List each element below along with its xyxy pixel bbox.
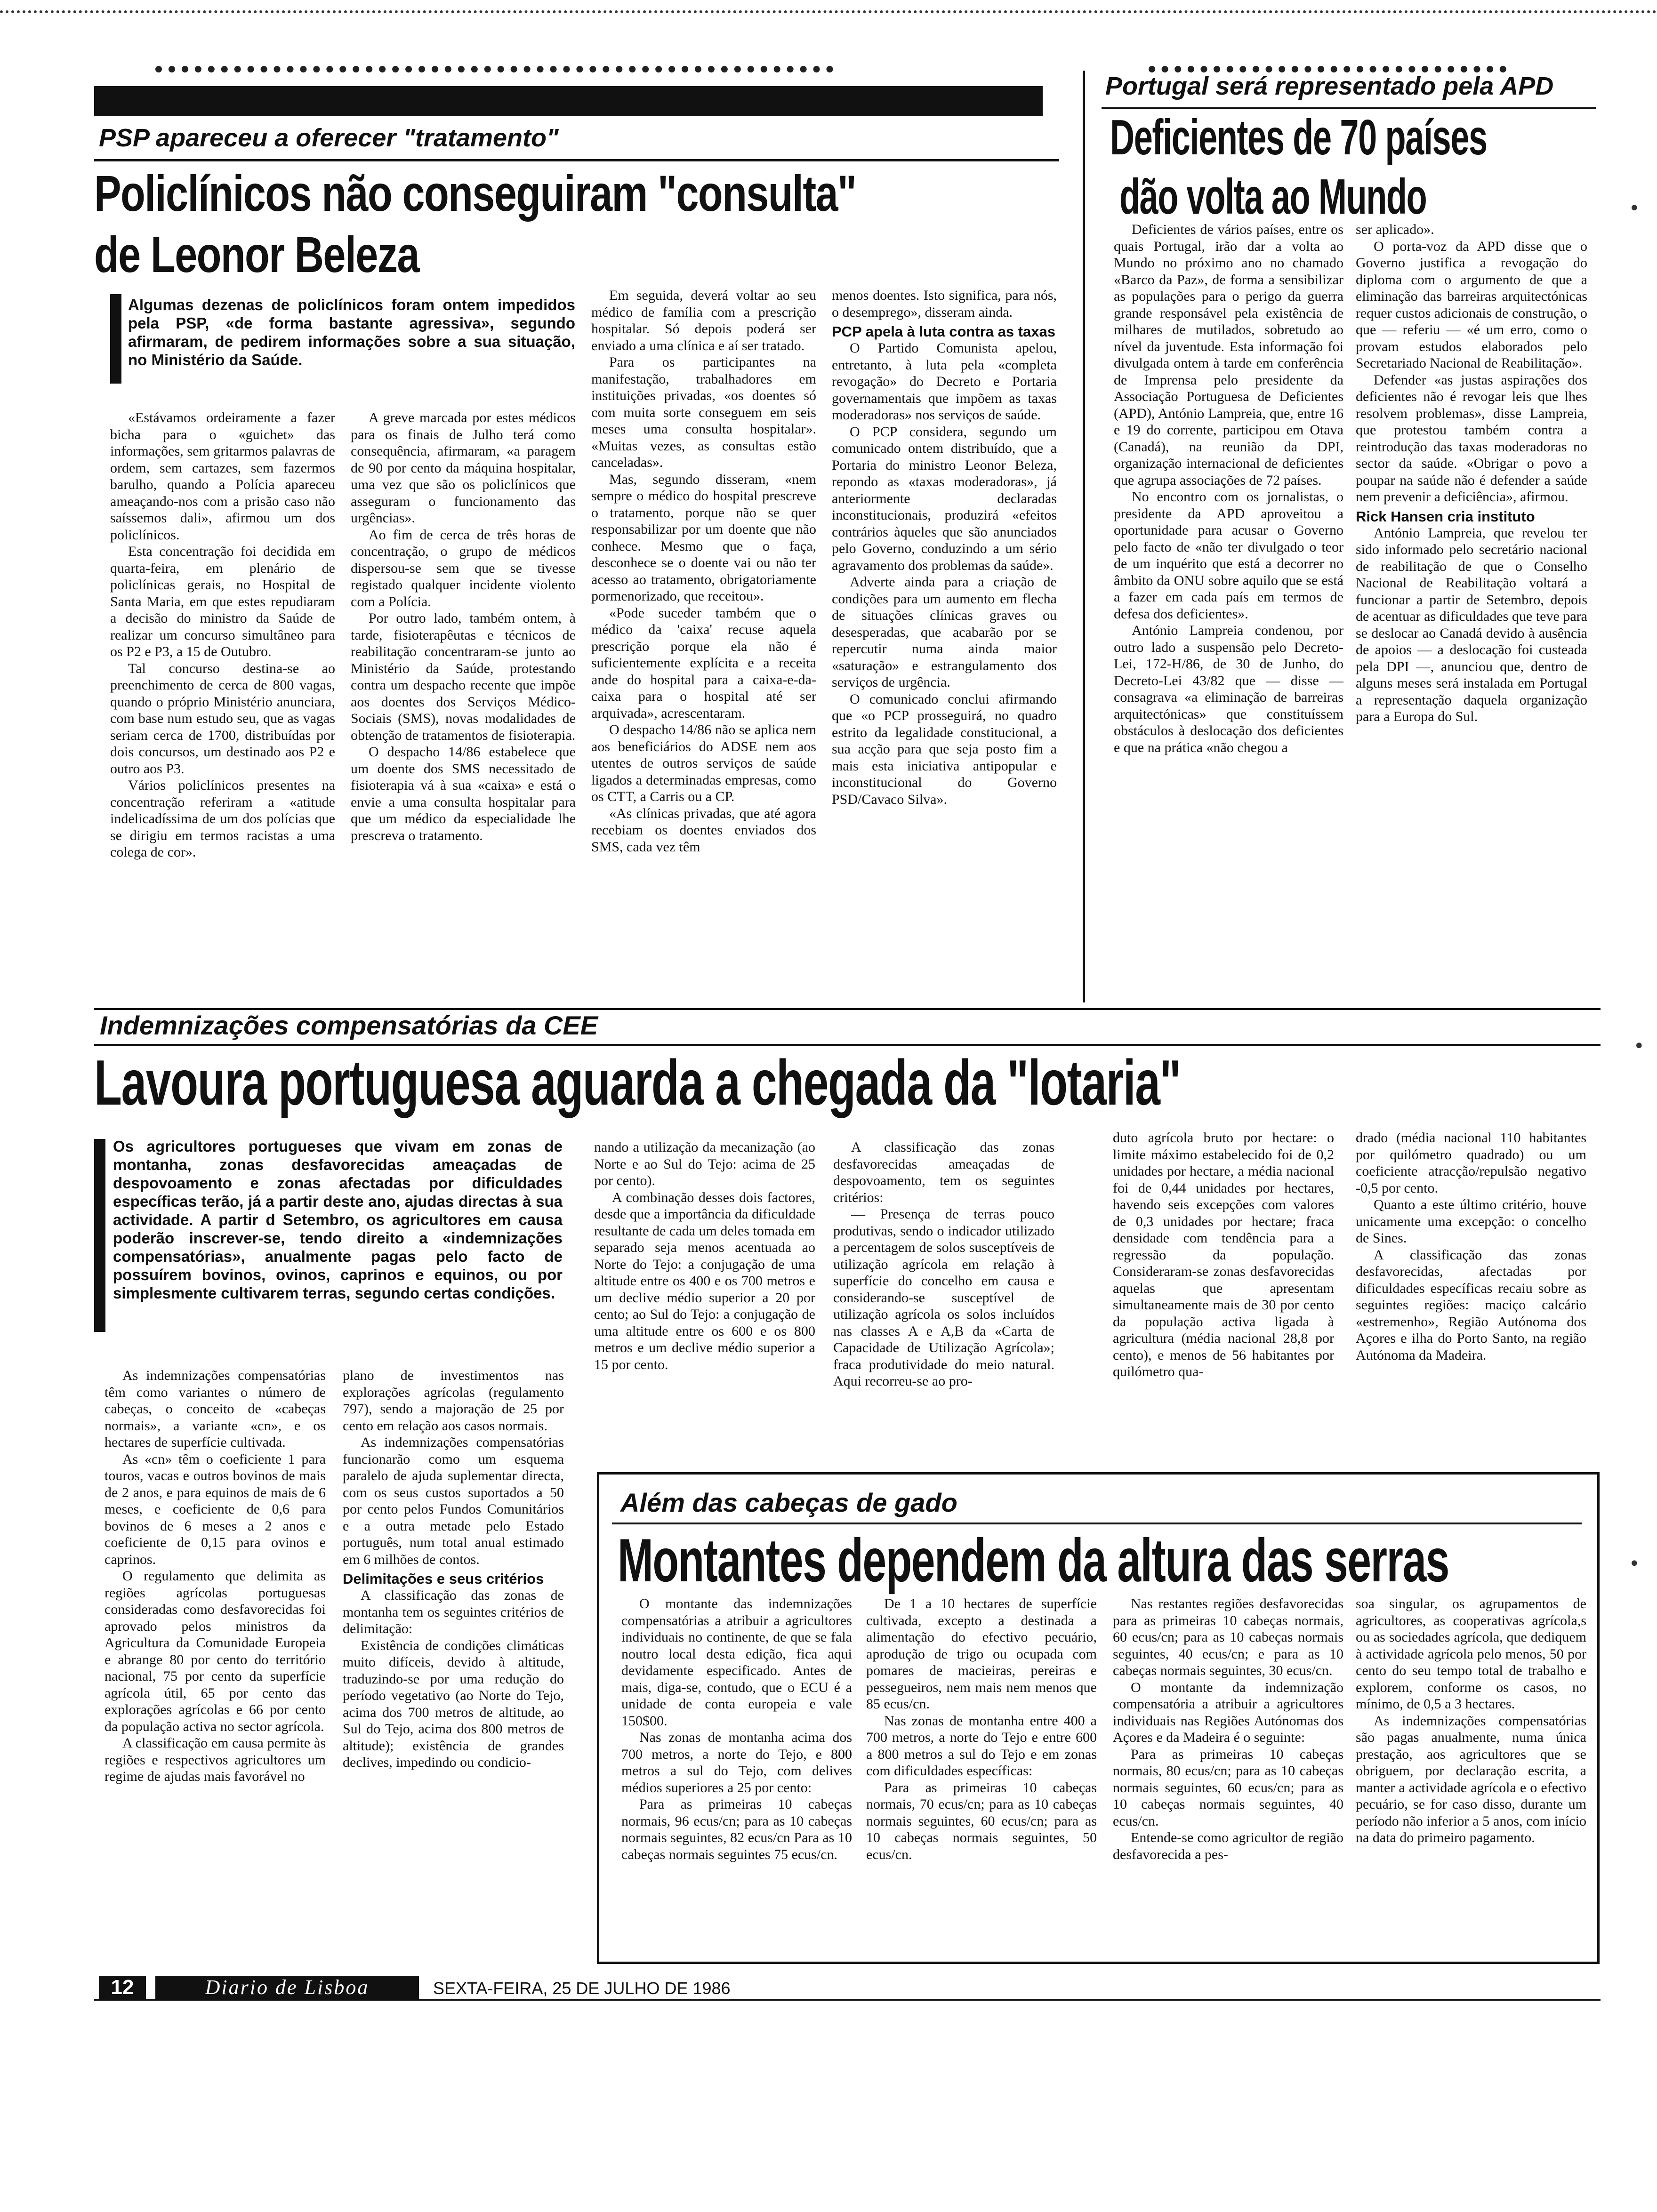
paragraph: As indemnizações compensatórias funcionarão como um esquema paralelo de ajuda suplementar directa, com os seus custos suportados a 50 por cento pelos Fundos Comunitários e a outra metade pelo Estado português, num total anual estimado em 6 milhões de contos. — [343, 1435, 564, 1567]
paragraph: «As clínicas privadas, que até agora recebiam os doentes enviados dos SMS, cada vez têm — [591, 805, 816, 855]
headline-policlinicos-line1: Policlínicos não conseguiram "consulta" — [94, 165, 856, 222]
paragraph: O despacho 14/86 não se aplica nem aos beneficiários do ADSE nem aos utentes de outros serviços de saúde ligados a determinadas empresas, como os CTT, a Carris ou a CP. — [591, 722, 816, 804]
kicker-serras-rule — [612, 1523, 1582, 1524]
paragraph: A classificação em causa permite às regiões e respectivos agricultores um regime de ajudas mais favorável no — [105, 1735, 326, 1784]
paragraph: Mas, segundo disseram, «nem sempre o médico do hospital prescreve o tratamento, porque não se quer responsabilizar por um doente que não conhece. Mesmo que o faça, desconhece se o doente vai ou não ter acesso ao tratamento, obrigatoriamente pormenorizado, que receitou». — [591, 471, 816, 604]
headline-serras: Montantes dependem da altura das serras — [618, 1526, 1449, 1595]
scan-edge-dots — [0, 10, 1657, 13]
paragraph: O porta-voz da APD disse que o Governo justifica a revogação do diploma com o argumento de que a eliminação das barreiras arquitectónicas requer custos adicionais de construção, o que — referiu — «é um erro, como o provam estudos elaborados pelo Secretariado Nacional de Reabilitação». — [1356, 238, 1587, 371]
paragraph: O montante das indemnizações compensatórias a atribuir a agricultores individuais no continente, de que se fala noutro local desta edição, fica aqui devidamente especificado. Antes de mais, diga-se, contudo, que o ECU é a unidade de conta europeia e vale 150$00. — [621, 1596, 852, 1729]
paragraph: O despacho 14/86 estabelece que um doente dos SMS necessitado de fisioterapia vá à sua «caixa» e está o envie a uma consulta hospitalar para que um médico da especialidade lhe prescreva o tratamento. — [351, 744, 576, 843]
column-serras-4 — [1356, 1595, 1586, 1953]
column-lavoura-2 — [343, 1367, 564, 1965]
lead-lavoura: Os agricultores portugueses que vivam em zonas de montanha, zonas desfavorecidas ameaçadas de despovoamento e zonas afectadas por dificuldades específicas terão, já a partir deste ano, ajudas directas à sua actividade. A partir d Setembro, os agricultores em causa poderão inscrever-se, tendo direito a «indemnizações compensatórias», anualmente pagas pelo facto de possuírem bovinos, ovinos, caprinos e equinos, ou por simplesmente cultivarem terras, segundo certas condições. — [113, 1138, 563, 1302]
paragraph: Entende-se como agricultor de região desfavorecida a pes- — [1113, 1830, 1343, 1862]
kicker-cee: Indemnizações compensatórias da CEE — [100, 1010, 598, 1040]
paragraph: Ao fim de cerca de três horas de concentração, o grupo de médicos dispersou-se sem que se tivesse registado qualquer incidente violento com a Polícia. — [351, 527, 576, 609]
paragraph: «Pode suceder também que o médico da 'caixa' recuse aquela prescrição porque ela não é suficientemente explícita e a receita ande do hospital para a caixa-e-da-caixa para o hospital até ser arquivada», acrescentaram. — [591, 605, 816, 721]
ruler-marks-left — [155, 66, 833, 72]
issue-date: SEXTA-FEIRA, 25 DE JULHO DE 1986 — [433, 1979, 731, 1998]
paragraph: As indemnizações compensatórias são pagas anualmente, numa única prestação, aos agricultores que se obriguem, por declaração escrita, a manter a actividade agrícola e o efectivo pecuário, se for caso disso, durante um período não inferior a 5 anos, com início na data do primeiro pagamento. — [1356, 1713, 1586, 1845]
paragraph: plano de investimentos nas explorações agrícolas (regulamento 797), sendo a majoração de 25 por cento em relação aos casos normais. — [343, 1368, 564, 1434]
column-lavoura-1 — [105, 1367, 326, 1965]
column-policlinicos-2 — [351, 409, 576, 981]
lead-marker-bar-lavoura — [94, 1139, 105, 1332]
paragraph: Esta concentração foi decidida em quarta-feira, em plenário de policlínicas gerais, no Hospital de Santa Maria, em que estes repudiaram a decisão do ministro da Saúde de realizar um concurso simultâneo para os P2 e P3, a 15 de Outubro. — [110, 544, 335, 659]
paragraph: Para os participantes na manifestação, trabalhadores em instituições privadas, «os doentes só com muita sorte conseguem em seis meses uma consulta hospitalar». «Muitas vezes, as consultas estão canceladas». — [591, 354, 816, 470]
paragraph: Por outro lado, também ontem, à tarde, fisioterapêutas e técnicos de reabilitação concentraram-se junto ao Ministério da Saúde, protestando contra um despacho recente que impõe aos doentes dos Serviços Médico-Sociais (SMS), novas modalidades de obtenção de tratamentos de fisioterapia. — [351, 610, 576, 743]
paragraph: Nas zonas de montanha entre 400 a 700 metros, a norte do Tejo e entre 600 a 800 metros a sul do Tejo e em zonas com dificuldades específicas: — [866, 1713, 1097, 1779]
lead-marker-bar — [110, 294, 121, 384]
subhead-rick-hansen: Rick Hansen cria instituto — [1356, 508, 1535, 525]
kicker-rule — [94, 159, 1059, 161]
column-policlinicos-4 — [832, 287, 1057, 983]
paragraph: O comunicado conclui afirmando que «o PCP prosseguirá, no quadro estrito da legalidade constitucional, a sua acção para que seja posto fim a mais esta iniciativa antipopular e inconstitucional do Governo PSD/Cavaco Silva». — [832, 691, 1057, 807]
paragraph: Quanto a este último critério, houve unicamente uma excepção: o concelho de Sines. — [1356, 1197, 1586, 1246]
paragraph: O regulamento que delimita as regiões agrícolas portuguesas consideradas como desfavorecidas foi aprovado pelos ministros da Agricultura da Comunidade Europeia e abrange 80 por cento do território nacional, 75 por cento da superfície agrícola útil, 65 por cento das explorações agrícolas e 66 por cento da população activa no sector agrícola. — [105, 1568, 326, 1734]
kicker-serras: Além das cabeças de gado — [620, 1488, 957, 1517]
paragraph: As «cn» têm o coeficiente 1 para touros, vacas e outros bovinos de mais de 2 anos, e para equinos de mais de 6 meses, e coeficiente de 0,6 para bovinos de 6 meses a 2 anos e coeficiente de 0,15 para ovinos e caprinos. — [105, 1451, 326, 1567]
paragraph: duto agrícola bruto por hectare: o limite máximo estabelecido foi de 0,2 unidades por hectare, a média nacional foi de 0,44 unidades por hectares, havendo seis excepções com valores de 0,3 unidades por hectare; fraca densidade com tendência para a regressão da população. Consideraram-se zonas desfavorecidas aquelas que apresentam simultaneamente mais de 30 por cento da população activa ligada à agricultura (média nacional 28,8 por cento), e menos de 56 habitantes por quilómetro qua- — [1113, 1130, 1334, 1379]
column-apd-1 — [1114, 221, 1343, 1002]
headline-deficientes-line1: Deficientes de 70 países — [1110, 110, 1487, 165]
paragraph: Para as primeiras 10 cabeças normais, 80 ecus/cn; para as 10 cabeças normais seguintes, 60 ecus/cn; para as 10 cabeças normais seguintes, 40 ecus/cn. — [1113, 1746, 1343, 1829]
masthead-logo: Diario de Lisboa — [155, 1976, 419, 1999]
paragraph: O PCP considera, segundo um comunicado ontem distribuído, que a Portaria do ministro Leonor Beleza, repondo as «taxas moderadoras», já anteriormente declaradas inconstitucionais, produzirá «efeitos contrários àqueles que são anunciados pelo Governo, conduzindo a um sério agravamento dos problemas da saúde». — [832, 424, 1057, 573]
black-banner-bar — [94, 86, 1043, 116]
headline-deficientes-line2: dão volta ao Mundo — [1119, 169, 1427, 224]
subhead-pcp: PCP apela à luta contra as taxas — [832, 323, 1055, 340]
kicker-apd: Portugal será representado pela APD — [1105, 72, 1554, 100]
paragraph: Deficientes de vários países, entre os quais Portugal, irão dar a volta ao Mundo no próximo ano no chamado «Barco da Paz», de forma a sensibilizar as populações para o perigo da guerra grande responsável pela existência de milhares de mutilados, sobretudo ao nível da juventude. Esta informação foi divulgada ontem à tarde em conferência de Imprensa pelo presidente da Associação Portuguesa de Deficientes (APD), António Lampreia, que, entre 16 e 19 do corrente, participou em Otava (Canadá), na reunião da DPI, organização internacional de deficientes que agrupa associações de 72 países. — [1114, 222, 1343, 488]
footer-rule — [94, 1999, 1601, 2001]
subhead-delimitacoes: Delimitações e seus critérios — [343, 1571, 544, 1587]
headline-policlinicos-line2: de Leonor Beleza — [94, 226, 419, 283]
paragraph: A greve marcada por estes médicos para os finais de Julho terá como consequência, afirmaram, «a paragem de 90 por cento da máquina hospitalar, uma vez que são os policlínicos que asseguram o funcionamento das urgências». — [351, 410, 576, 526]
paragraph: Adverte ainda para a criação de condições para um aumento em flecha de situações clínicas graves ou desesperadas, que acabarão por se repercutir numa ainda maior «saturação» e estrangulamento dos serviços de urgência. — [832, 574, 1057, 690]
paragraph: A classificação das zonas desfavorecidas, afectadas por dificuldades específicas recaiu sobre as seguintes regiões: maciço calcário «estremenho», Região Autónoma dos Açores e ilha do Porto Santo, na região Autónoma da Madeira. — [1356, 1247, 1586, 1363]
paragraph: Nas restantes regiões desfavorecidas para as primeiras 10 cabeças normais, 60 ecus/cn; para as 10 cabeças normais seguintes, 40 ecus/cn; e para as 10 cabeças normais seguintes, 30 ecus/cn. — [1113, 1596, 1343, 1678]
paragraph: ser aplicado». — [1356, 222, 1434, 237]
paragraph: — Presença de terras pouco produtivas, sendo o indicador utilizado a percentagem de solos susceptíveis de utilização agrícola em relação à superfície do concelho em causa e considerando-se susceptível de utilização agrícola os solos incluídos nas classes A e A,B da «Carta de Capacidade de Utilização Agrícola»; fraca produtividade do meio natural. Aqui recorreu-se ao pro- — [833, 1206, 1054, 1389]
paragraph: O montante da indemnização compensatória a atribuir a agricultores individuais nas Regiões Autónomas dos Açores e da Madeira é o seguinte: — [1113, 1679, 1343, 1745]
paragraph: Defender «as justas aspirações dos deficientes não é revogar leis que lhes resolvem problemas», disse Lampreia, que protestou também contra a reintrodução das taxas moderadoras no sector da saúde. «Obrigar o povo a poupar na saúde não é defender a saúde nem prevenir a deficiência», afirmou. — [1356, 372, 1587, 505]
paragraph: No encontro com os jornalistas, o presidente da APD aproveitou a oportunidade para acusar o Governo pelo facto de «não ter divulgado o teor de um inquérito que está a decorrer no âmbito da ONU sobre aquilo que se está a fazer em cada país em termos de defesa dos deficientes». — [1114, 489, 1343, 622]
paragraph: Tal concurso destina-se ao preenchimento de cerca de 800 vagas, quando o próprio Ministério anunciara, com base num estudo seu, que as vagas seriam cerca de 1700, distribuídas por dois concursos, um destinado aos P2 e outro aos P3. — [110, 660, 335, 777]
paragraph: soa singular, os agrupamentos de agricultores, as cooperativas agrícola,s ou as sociedades agrícola, que dediquem à actividade agrícola pelo menos, 50 por cento do seu tempo total de trabalho e explorem, conforme os casos, no mínimo, de 0,5 a 3 hectares. — [1356, 1596, 1586, 1712]
vertical-separator — [1083, 71, 1085, 1002]
column-policlinicos-1 — [110, 409, 335, 981]
column-serras-1 — [621, 1595, 852, 1953]
paragraph: A classificação das zonas desfavorecidas ameaçadas de despovoamento, tem os seguintes critérios: — [833, 1139, 1054, 1205]
column-lavoura-5 — [1113, 1130, 1334, 1468]
column-serras-2 — [866, 1595, 1097, 1953]
paragraph: nando a utilização da mecanização (ao Norte e ao Sul do Tejo: acima de 25 por cento). — [594, 1139, 815, 1188]
paragraph: Vários policlínicos presentes na concentração referiram a «atitude indelicadíssima de um dos polícias que se dirigiu em termos racistas a uma colega de cor». — [110, 777, 335, 860]
paragraph: Para as primeiras 10 cabeças normais, 70 ecus/cn; para as 10 cabeças normais seguintes, 60 ecus/cn; para as 10 cabeças normais seguintes, 50 ecus/cn. — [866, 1779, 1097, 1862]
column-lavoura-3 — [594, 1139, 815, 1468]
column-lavoura-4 — [833, 1139, 1054, 1468]
paragraph: A classificação das zonas de montanha tem os seguintes critérios de delimitação: — [343, 1587, 564, 1636]
paragraph: António Lampreia, que revelou ter sido informado pelo secretário nacional de reabilitação de que o Conselho Nacional de Reabilitação voltará a funcionar a partir de Setembro, depois de acentuar as dificuldades que teve para se deslocar ao Canadá devido à ausência de apoios — a deslocação foi custeada pela DPI —, anunciou que, dentro de alguns meses será instalada em Portugal a representação daquela organização para a Europa do Sul. — [1356, 525, 1587, 724]
paragraph: drado (média nacional 110 habitantes por quilómetro quadrado) ou um coeficiente atracção/repulsão negativo -0,5 por cento. — [1356, 1130, 1586, 1196]
paragraph: De 1 a 10 hectares de superfície cultivada, excepto a destinada a alimentação do efectivo pecuário, aprodução de trigo ou ocupada com pomares de macieiras, pereiras e pessegueiros, nem mais nem menos que 85 ecus/cn. — [866, 1596, 1097, 1712]
paragraph: Para as primeiras 10 cabeças normais, 96 ecus/cn; para as 10 cabeças normais seguintes, 82 ecus/cn Para as 10 cabeças normais seguintes 75 ecus/cn. — [621, 1796, 852, 1862]
paragraph: Existência de condições climáticas muito difíceis, devido à altitude, traduzindo-se por uma redução do período vegetativo (ao Norte do Tejo, acima dos 700 metros de altitude, ao Sul do Tejo, acima dos 800 metros de altitude); existência de grandes declives, impedindo ou condicio- — [343, 1637, 564, 1770]
paragraph: O Partido Comunista apelou, entretanto, à luta pela «completa revogação» do Decreto e Portaria governamentais que impõem as taxas moderadoras» nos serviços de saúde. — [832, 340, 1057, 423]
margin-mark: • — [1629, 1553, 1640, 1575]
paragraph: A combinação desses dois factores, desde que a importância da dificuldade resultante de cada um deles tomada em separado seja menos acentuada ao Norte do Tejo: a conjugação de uma altitude entre os 400 e os 700 metros e um declive médio superior a 20 por cento; ao Sul do Tejo: a conjugação de uma altitude entre os 600 e os 800 metros e um declive médio superior a 15 por cento. — [594, 1189, 815, 1372]
paragraph: menos doentes. Isto significa, para nós, o desemprego», disseram ainda. — [832, 288, 1057, 320]
paragraph: Em seguida, deverá voltar ao seu médico de família com a prescrição hospitalar. Só depois poderá ser enviado a uma clínica e aí ser tratado. — [591, 288, 816, 353]
paragraph: «Estávamos ordeiramente a fazer bicha para o «guichet» das informações, sem gritarmos palavras de ordem, sem cartazes, sem fazermos barulho, quando a Polícia apareceu ameaçando-nos com a prisão caso não saíssemos dali», afirmou um dos policlínicos. — [110, 410, 335, 543]
lead-policlinicos: Algumas dezenas de policlínicos foram ontem impedidos pela PSP, «de forma bastante agressiva», segundo afirmaram, de pedirem informações sobre a sua situação, no Ministério da Saúde. — [128, 296, 575, 369]
headline-lavoura: Lavoura portuguesa aguarda a chegada da "lotaria" — [94, 1047, 1181, 1118]
column-apd-2 — [1356, 221, 1587, 1002]
margin-mark: • — [1633, 1035, 1645, 1057]
paragraph: As indemnizações compensatórias têm como variantes o número de cabeças, o conceito de «cabeças normais», a variante «cn», e os hectares de superfície cultivada. — [105, 1368, 326, 1450]
paragraph: António Lampreia condenou, por outro lado a suspensão pelo Decreto-Lei, 172-H/86, de 30 de Junho, do Decreto-Lei 43/82 que — disse — consagrava «a eliminação de barreiras arquitectónicas» que constituíssem obstáculos à deslocação dos deficientes e que na prática «não chegou a — [1114, 623, 1343, 755]
margin-mark: • — [1629, 198, 1640, 219]
paragraph: Nas zonas de montanha acima dos 700 metros, a norte do Tejo, e 800 metros a sul do Tejo, com delives médios superiores a 25 por cento: — [621, 1730, 852, 1795]
column-serras-3 — [1113, 1595, 1343, 1953]
page-number: 12 — [99, 1976, 146, 1999]
kicker-psp: PSP apareceu a oferecer "tratamento" — [99, 124, 559, 152]
column-policlinicos-3 — [591, 287, 816, 983]
